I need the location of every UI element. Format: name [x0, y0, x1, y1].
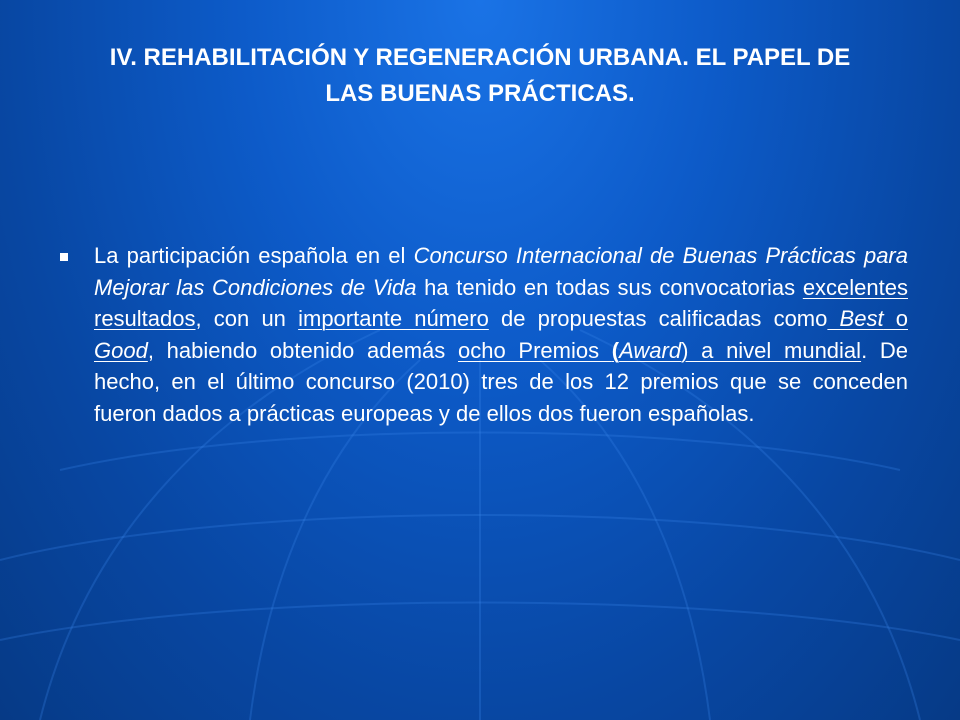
- text-run: La participación española en el: [94, 243, 414, 268]
- text-run: ha tenido en todas sus convocatorias: [416, 274, 803, 300]
- slide-body: [56, 240, 908, 429]
- text-run: , con un: [195, 306, 299, 331]
- best-label: Best: [827, 306, 884, 331]
- award-label: Award: [619, 337, 682, 363]
- bullet-paragraph: [94, 240, 908, 429]
- underlined-phrase-excelentes-resultados: excelentes resultados: [94, 274, 908, 331]
- text-run: . De hecho, en el último concurso (2010) tres de los 12 premios que se conceden fueron dados a prácticas europeas y de ellos dos fueron españolas.: [94, 337, 909, 426]
- bullet-item: [56, 240, 908, 429]
- slide-title-line-1: IV. REHABILITACIÓN Y REGENERACIÓN URBANA. EL PAPEL DE: [109, 44, 851, 71]
- underlined-phrase-ocho-premios: [458, 338, 861, 363]
- underlined-phrase-importante-numero: importante número: [298, 306, 489, 331]
- text-run: o: [883, 306, 908, 331]
- open-paren: (: [611, 337, 620, 363]
- text-run: de propuestas calificadas como: [488, 306, 828, 331]
- good-label: Good: [94, 337, 148, 363]
- text-run: ocho Premios: [457, 337, 612, 363]
- square-bullet-icon: [60, 253, 68, 261]
- slide-title-line-2: LAS BUENAS PRÁCTICAS.: [325, 80, 635, 107]
- text-run: ) a nivel mundial: [681, 337, 862, 363]
- slide-title: [40, 40, 920, 112]
- contest-name: Concurso Internacional de Buenas Prácticas para Mejorar las Condiciones de Vida: [94, 243, 908, 300]
- text-run: , habiendo obtenido además: [147, 337, 458, 363]
